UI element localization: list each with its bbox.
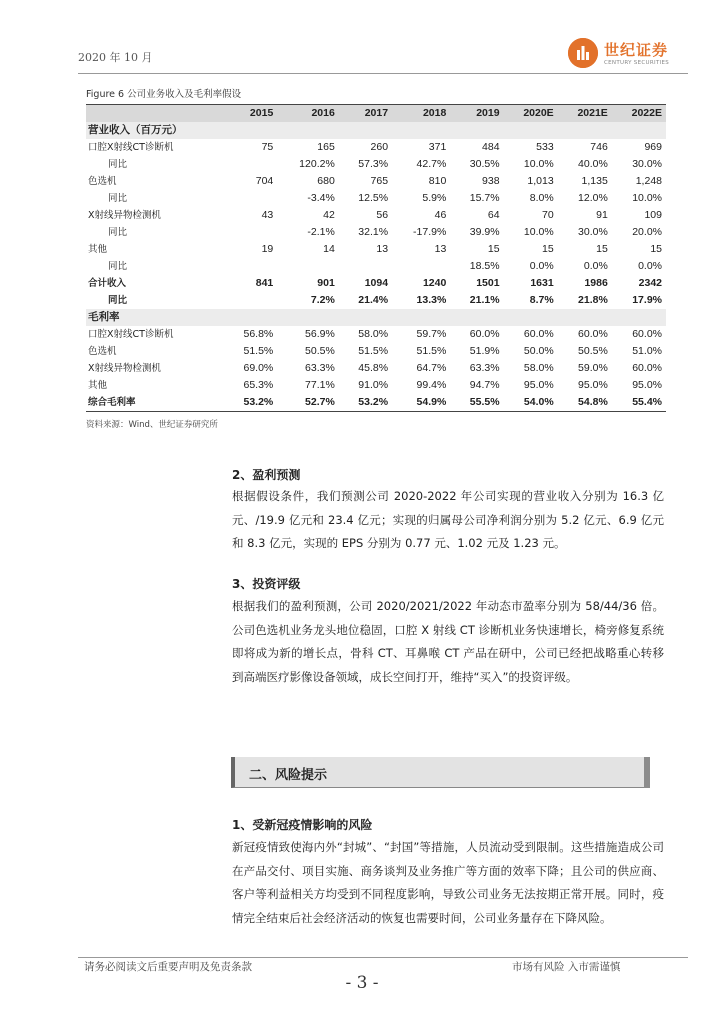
- table-row: [86, 241, 666, 258]
- table-cell: 30.5%: [469, 158, 500, 170]
- table-cell: 63.3%: [305, 362, 335, 374]
- table-cell: [339, 122, 392, 139]
- table-cell: 63.3%: [469, 362, 500, 374]
- table-cell: 99.4%: [416, 379, 447, 391]
- profit-forecast-heading: 2、盈利预测: [232, 468, 301, 482]
- row-label: X射线异物检测机: [88, 363, 162, 374]
- row-label: 口腔X射线CT诊断机: [88, 329, 174, 340]
- table-row: [86, 360, 666, 377]
- table-cell: 95.0%: [523, 379, 554, 391]
- footer-risk-notice: 市场有风险 入市需谨慎: [512, 961, 621, 973]
- table-cell: 8.0%: [529, 192, 554, 204]
- table-cell: 8.7%: [529, 294, 554, 306]
- table-cell: 46: [434, 209, 447, 221]
- table-cell: 65.3%: [243, 379, 274, 391]
- table-cell: 969: [644, 141, 662, 153]
- table-cell: 0.0%: [638, 260, 662, 272]
- table-cell: [392, 258, 450, 275]
- header-divider: [78, 73, 688, 74]
- table-cell: 64.7%: [416, 362, 447, 374]
- table-cell: 15.7%: [469, 192, 500, 204]
- covid-risk-text: 新冠疫情致使海内外“封城”、“封国”等措施，人员流动受到限制。这些措施造成公司在产品交付、项目实施、商务谈判及业务推广等方面的效率下降；且公司的供应商、客户等利益相关方均受到不同程度影响，导致公司业务无法按期正常开展。同时，疫情完全结束后社会经济活动的恢复也需要时间，公司业务量存在下降风险。: [232, 840, 664, 925]
- table-cell: 64: [487, 209, 500, 221]
- row-label: 合计收入: [88, 278, 127, 289]
- table-row: [86, 326, 666, 343]
- row-label: 营业收入（百万元）: [86, 122, 224, 139]
- table-cell: 58.0%: [523, 362, 554, 374]
- table-cell: 1,013: [527, 175, 554, 187]
- table-cell: 371: [428, 141, 447, 153]
- table-cell: -3.4%: [307, 192, 335, 204]
- row-label: 色选机: [88, 346, 117, 357]
- table-cell: 21.4%: [358, 294, 389, 306]
- page-number: - 3 -: [345, 973, 379, 993]
- table-cell: [504, 122, 558, 139]
- table-cell: 7.2%: [310, 294, 335, 306]
- table-cell: 51.5%: [358, 345, 389, 357]
- table-cell: 15: [596, 243, 608, 255]
- table-row: [86, 173, 666, 190]
- table-row: [86, 122, 666, 139]
- table-cell: 42.7%: [416, 158, 447, 170]
- row-label: 色选机: [88, 176, 117, 187]
- table-cell: 1501: [476, 277, 500, 289]
- table-cell: [504, 309, 558, 326]
- table-cell: 30.0%: [578, 226, 608, 238]
- table-cell: 51.9%: [469, 345, 500, 357]
- table-cell: 20.0%: [632, 226, 662, 238]
- logo-text-en: CENTURY SECURITIES: [604, 60, 670, 66]
- table-cell: 91: [596, 209, 608, 221]
- table-cell: 69.0%: [243, 362, 274, 374]
- table-cell: 746: [590, 141, 608, 153]
- figure-source: 资料来源：Wind、世纪证券研究所: [86, 420, 218, 430]
- revenue-margin-table: [86, 104, 666, 412]
- table-cell: [450, 122, 503, 139]
- table-header-row: [86, 105, 666, 123]
- row-label: 其他: [88, 244, 108, 255]
- table-cell: 77.1%: [305, 379, 335, 391]
- header-year: 2019: [450, 105, 503, 123]
- table-cell: [277, 309, 339, 326]
- footer-disclaimer: 请务必阅读文后重要声明及免责条款: [84, 961, 252, 973]
- table-row: [86, 292, 666, 309]
- table-cell: [224, 258, 277, 275]
- table-cell: 10.0%: [523, 226, 554, 238]
- table-row: [86, 207, 666, 224]
- figure-title: Figure 6 公司业务收入及毛利率假设: [86, 89, 242, 100]
- table-cell: 53.2%: [339, 394, 392, 412]
- table-cell: 60.0%: [632, 328, 662, 340]
- table-cell: [339, 258, 392, 275]
- table-cell: 5.9%: [422, 192, 447, 204]
- table-cell: 56.9%: [305, 328, 335, 340]
- section-shadow: [644, 757, 650, 788]
- table-cell: 2342: [638, 277, 662, 289]
- table-cell: 1240: [422, 277, 447, 289]
- row-label: 其他: [88, 380, 108, 391]
- table-cell: 0.0%: [583, 260, 608, 272]
- table-row: [86, 156, 666, 173]
- table-cell: 55.5%: [450, 394, 503, 412]
- table-cell: 51.5%: [243, 345, 274, 357]
- table-cell: 91.0%: [358, 379, 389, 391]
- row-label: 同比: [108, 227, 128, 238]
- table-cell: 50.5%: [578, 345, 608, 357]
- header-year: 2015: [224, 105, 277, 123]
- table-cell: 53.2%: [224, 394, 277, 412]
- table-row: [86, 394, 666, 412]
- table-cell: 533: [536, 141, 554, 153]
- table-cell: 59.7%: [416, 328, 447, 340]
- table-cell: 60.0%: [469, 328, 500, 340]
- table-cell: 841: [255, 277, 274, 289]
- table-cell: 32.1%: [358, 226, 389, 238]
- table-cell: 15: [542, 243, 554, 255]
- table-cell: 12.0%: [578, 192, 608, 204]
- table-cell: 109: [644, 209, 662, 221]
- table-cell: 55.4%: [612, 394, 666, 412]
- table-cell: 30.0%: [632, 158, 662, 170]
- table-cell: 484: [482, 141, 500, 153]
- table-row: [86, 258, 666, 275]
- row-label: 综合毛利率: [86, 394, 224, 412]
- table-cell: 17.9%: [632, 294, 662, 306]
- table-cell: 810: [428, 175, 447, 187]
- table-cell: 54.8%: [558, 394, 612, 412]
- table-row: [86, 275, 666, 292]
- investment-rating-heading: 3、投资评级: [232, 577, 301, 591]
- table-cell: 57.3%: [358, 158, 389, 170]
- table-cell: 10.0%: [523, 158, 554, 170]
- table-cell: 13: [376, 243, 389, 255]
- header-year: 2021E: [558, 105, 612, 123]
- table-cell: [558, 309, 612, 326]
- table-cell: 1,248: [635, 175, 662, 187]
- row-label: 口腔X射线CT诊断机: [88, 142, 174, 153]
- table-cell: 120.2%: [299, 158, 335, 170]
- table-cell: 60.0%: [578, 328, 608, 340]
- table-cell: 40.0%: [578, 158, 608, 170]
- table-cell: [224, 156, 277, 173]
- table-cell: 60.0%: [523, 328, 554, 340]
- table-cell: 75: [261, 141, 274, 153]
- table-cell: 0.0%: [529, 260, 554, 272]
- table-cell: [612, 122, 666, 139]
- table-cell: 45.8%: [358, 362, 389, 374]
- table-row: [86, 377, 666, 394]
- table-cell: 10.0%: [632, 192, 662, 204]
- table-cell: 39.9%: [469, 226, 500, 238]
- row-label: X射线异物检测机: [88, 210, 162, 221]
- table-cell: [612, 309, 666, 326]
- table-cell: 52.7%: [277, 394, 339, 412]
- table-cell: 704: [255, 175, 274, 187]
- report-date: 2020 年 10 月: [78, 51, 153, 64]
- table-cell: 43: [261, 209, 274, 221]
- investment-rating-text: 根据我们的盈利预测，公司 2020/2021/2022 年动态市盈率分别为 58/44/36 倍。公司色选机业务龙头地位稳固，口腔 X 射线 CT 诊断机业务快速增长，椅旁修复系统即将成为新的增长点，骨科 CT、耳鼻喉 CT 产品在研中，公司已经把战略重心转移到高端医疗影像设备领域，成长空间打开，维持“买入”的投资评级。: [232, 599, 664, 684]
- logo-emblem-icon: [568, 38, 598, 68]
- table-cell: 50.0%: [523, 345, 554, 357]
- header-year: 2020E: [504, 105, 558, 123]
- company-logo: [568, 38, 678, 72]
- table-cell: [392, 122, 450, 139]
- row-label: 同比: [108, 193, 128, 204]
- table-cell: 50.5%: [305, 345, 335, 357]
- table-cell: 165: [317, 141, 335, 153]
- header-year: 2022E: [612, 105, 666, 123]
- row-label: 同比: [108, 295, 128, 306]
- header-year: 2017: [339, 105, 392, 123]
- table-cell: 95.0%: [632, 379, 662, 391]
- table-cell: 12.5%: [358, 192, 389, 204]
- table-cell: 70: [542, 209, 554, 221]
- table-cell: [558, 122, 612, 139]
- table-cell: 42: [323, 209, 335, 221]
- risk-section-title: 二、风险提示: [249, 768, 328, 783]
- table-cell: 18.5%: [469, 260, 500, 272]
- footer-divider: [78, 957, 688, 958]
- table-row: [86, 343, 666, 360]
- table-row: [86, 139, 666, 156]
- table-row: [86, 190, 666, 207]
- table-cell: 95.0%: [578, 379, 608, 391]
- table-cell: 1094: [364, 277, 389, 289]
- table-cell: [224, 190, 277, 207]
- covid-risk-heading: 1、受新冠疫情影响的风险: [232, 818, 373, 832]
- table-cell: 15: [487, 243, 500, 255]
- table-cell: 58.0%: [358, 328, 389, 340]
- table-cell: 938: [482, 175, 500, 187]
- risk-section-header: [231, 757, 650, 788]
- table-row: [86, 224, 666, 241]
- profit-forecast-text: 根据假设条件，我们预测公司 2020-2022 年公司实现的营业收入分别为 16.3 亿元、/19.9 亿元和 23.4 亿元；实现的归属母公司净利润分别为 5.2 亿元、6.9 亿元和 8.3 亿元，实现的 EPS 分别为 0.77 元、1.02 元及 1.23 元。: [232, 489, 664, 550]
- table-cell: 21.1%: [469, 294, 500, 306]
- header-year: 2018: [392, 105, 450, 123]
- row-label: 同比: [108, 261, 128, 272]
- table-cell: [224, 309, 277, 326]
- table-cell: -17.9%: [413, 226, 447, 238]
- table-cell: 51.0%: [632, 345, 662, 357]
- table-cell: 54.9%: [392, 394, 450, 412]
- table-cell: 21.8%: [578, 294, 608, 306]
- table-cell: 1986: [584, 277, 608, 289]
- table-cell: 260: [370, 141, 389, 153]
- header-year: 2016: [277, 105, 339, 123]
- table-row: [86, 309, 666, 326]
- table-cell: 59.0%: [578, 362, 608, 374]
- table-cell: 680: [317, 175, 335, 187]
- table-cell: 1631: [530, 277, 554, 289]
- table-cell: 60.0%: [632, 362, 662, 374]
- table-cell: [277, 258, 339, 275]
- table-cell: [224, 224, 277, 241]
- table-cell: 1,135: [581, 175, 608, 187]
- table-cell: 56.8%: [243, 328, 274, 340]
- table-cell: 54.0%: [504, 394, 558, 412]
- table-cell: [339, 309, 392, 326]
- table-cell: [224, 292, 277, 309]
- row-label: 毛利率: [86, 309, 224, 326]
- header-corner: [86, 105, 224, 123]
- table-cell: [224, 122, 277, 139]
- table-cell: 19: [261, 243, 274, 255]
- table-cell: 13: [434, 243, 447, 255]
- table-cell: 51.5%: [416, 345, 447, 357]
- table-cell: 15: [650, 243, 662, 255]
- table-cell: 14: [323, 243, 335, 255]
- logo-text-cn: 世纪证券: [604, 41, 669, 59]
- table-cell: 901: [317, 277, 335, 289]
- table-cell: -2.1%: [307, 226, 335, 238]
- table-cell: [277, 122, 339, 139]
- table-cell: 765: [370, 175, 389, 187]
- table-cell: 94.7%: [469, 379, 500, 391]
- table-cell: [450, 309, 503, 326]
- table-cell: [392, 309, 450, 326]
- table-cell: 13.3%: [416, 294, 447, 306]
- table-cell: 56: [376, 209, 389, 221]
- row-label: 同比: [108, 159, 128, 170]
